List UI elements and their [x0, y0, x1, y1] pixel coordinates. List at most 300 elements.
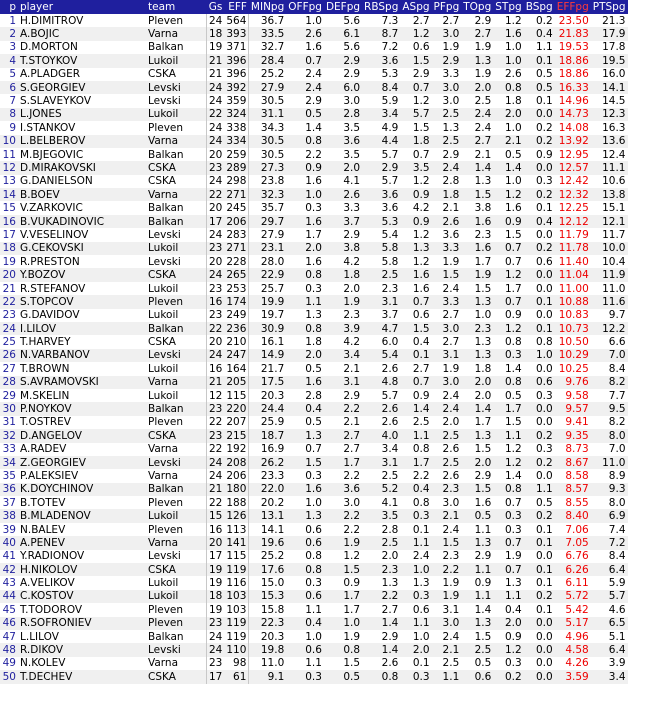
table-row	[0, 309, 628, 322]
cell-topg: 2.4	[474, 121, 492, 134]
column-header-pfpg[interactable]: PFpg	[433, 1, 460, 13]
cell-minpg: 27.3	[260, 161, 285, 174]
cell-rbspg: 5.2	[381, 483, 399, 496]
cell-bspg: 0.0	[536, 670, 553, 683]
cell-team: Levski	[146, 456, 207, 469]
cell-eff: 259	[224, 148, 249, 161]
cell-aspg: 1.2	[412, 95, 430, 108]
cell-minpg: 20.3	[260, 630, 285, 643]
cell-minpg: 26.2	[260, 456, 285, 469]
table-row	[0, 509, 628, 522]
cell-pfpg: 2.5	[442, 429, 460, 442]
cell-p: 27	[2, 362, 16, 375]
cell-team: Pleven	[146, 496, 207, 509]
cell-minpg: 31.1	[260, 108, 285, 121]
cell-aspg: 0.1	[412, 349, 430, 362]
cell-player: T.TODOROV	[20, 603, 83, 616]
cell-defpg: 6.1	[343, 28, 361, 41]
cell-pfpg: 3.0	[442, 28, 460, 41]
cell-pfpg: 2.7	[442, 336, 460, 349]
cell-minpg: 13.1	[260, 510, 285, 523]
cell-gs: 20	[209, 336, 223, 349]
column-header-stpg[interactable]: STpg	[495, 1, 522, 13]
cell-team: Balkan	[146, 483, 207, 496]
table-row	[0, 429, 628, 442]
cell-minpg: 32.3	[260, 188, 285, 201]
table-row	[0, 268, 628, 281]
cell-aspg: 0.3	[412, 670, 430, 683]
cell-ptspg: 3.9	[608, 657, 626, 670]
cell-player: N.KOLEV	[20, 657, 66, 670]
cell-player: A.RADEV	[20, 443, 67, 456]
table-row	[0, 242, 628, 255]
cell-team: Varna	[146, 135, 207, 148]
cell-ofrpg: 2.0	[305, 242, 322, 255]
cell-pfpg: 3.3	[442, 295, 460, 308]
cell-p: 47	[2, 630, 16, 643]
column-header-topg[interactable]: TOpg	[463, 1, 492, 13]
cell-rbspg: 5.4	[381, 349, 399, 362]
cell-p: 22	[2, 295, 16, 308]
cell-p: 24	[2, 322, 16, 335]
column-header-effpg[interactable]: EFFpg	[556, 1, 589, 13]
cell-ptspg: 15.1	[602, 202, 626, 215]
cell-rbspg: 1.4	[381, 617, 399, 630]
cell-bspg: 0.0	[536, 282, 553, 295]
cell-team: Varna	[146, 376, 207, 389]
cell-player: V.ZARKOVIC	[20, 202, 83, 215]
column-header-gs[interactable]: Gs	[208, 1, 223, 13]
cell-ptspg: 12.2	[602, 322, 626, 335]
cell-defpg: 1.5	[343, 657, 361, 670]
cell-defpg: 1.9	[343, 630, 361, 643]
cell-p: 13	[2, 175, 16, 188]
cell-ofrpg: 1.3	[305, 429, 322, 442]
cell-pfpg: 2.4	[442, 630, 460, 643]
cell-topg: 1.6	[474, 496, 492, 509]
cell-ofrpg: 0.8	[305, 322, 322, 335]
cell-gs: 22	[209, 108, 223, 121]
cell-stpg: 1.2	[504, 443, 522, 456]
cell-rbspg: 5.3	[381, 215, 399, 228]
cell-bspg: 0.3	[536, 389, 553, 402]
cell-gs: 23	[209, 617, 223, 630]
cell-eff: 119	[224, 630, 249, 643]
cell-pfpg: 3.0	[442, 95, 460, 108]
cell-p: 45	[2, 603, 16, 616]
cell-effpg: 19.53	[558, 41, 589, 54]
cell-ofrpg: 0.8	[305, 550, 322, 563]
cell-stpg: 0.7	[504, 563, 522, 576]
cell-bspg: 0.4	[536, 28, 553, 41]
cell-topg: 1.7	[474, 416, 492, 429]
cell-defpg: 2.1	[343, 416, 361, 429]
cell-ptspg: 11.6	[602, 295, 626, 308]
cell-gs: 21	[209, 376, 223, 389]
cell-rbspg: 3.5	[381, 510, 399, 523]
cell-ofrpg: 1.6	[305, 483, 322, 496]
cell-pfpg: 2.3	[442, 550, 460, 563]
table-row	[0, 41, 628, 54]
cell-defpg: 2.8	[343, 108, 361, 121]
cell-p: 2	[9, 28, 16, 41]
cell-player: S.AVRAMOVSKI	[20, 376, 99, 389]
cell-minpg: 36.7	[260, 14, 285, 27]
cell-bspg: 0.0	[536, 228, 553, 241]
cell-stpg: 1.2	[504, 644, 522, 657]
cell-ptspg: 11.0	[602, 282, 626, 295]
cell-eff: 115	[224, 389, 249, 402]
cell-p: 5	[9, 68, 16, 81]
cell-minpg: 19.7	[260, 309, 285, 322]
cell-effpg: 4.26	[565, 657, 589, 670]
cell-defpg: 2.9	[343, 389, 361, 402]
table-row	[0, 550, 628, 563]
cell-aspg: 1.2	[412, 228, 430, 241]
column-header-ptspg[interactable]: PTSpg	[592, 1, 626, 13]
cell-topg: 1.1	[474, 590, 492, 603]
cell-defpg: 3.9	[343, 322, 361, 335]
cell-defpg: 3.5	[343, 121, 361, 134]
table-row	[0, 201, 628, 214]
cell-pfpg: 2.1	[442, 202, 460, 215]
cell-bspg: 0.5	[536, 81, 553, 94]
cell-aspg: 0.8	[412, 496, 430, 509]
cell-stpg: 1.0	[504, 175, 522, 188]
cell-team: Pleven	[146, 603, 207, 616]
cell-rbspg: 2.6	[381, 362, 399, 375]
cell-eff: 208	[224, 456, 249, 469]
cell-defpg: 3.3	[343, 202, 361, 215]
cell-ofrpg: 1.6	[305, 215, 322, 228]
cell-ofrpg: 0.3	[305, 282, 322, 295]
cell-eff: 115	[224, 550, 249, 563]
table-row	[0, 228, 628, 241]
cell-aspg: 1.3	[412, 577, 430, 590]
cell-minpg: 23.1	[260, 242, 285, 255]
column-header-eff[interactable]: EFF	[228, 1, 247, 13]
cell-ofrpg: 0.3	[305, 469, 322, 482]
cell-ofrpg: 1.3	[305, 510, 322, 523]
cell-eff: 283	[224, 228, 249, 241]
cell-bspg: 0.2	[536, 14, 553, 27]
table-row	[0, 362, 628, 375]
column-header-bspg[interactable]: BSpg	[525, 1, 553, 13]
cell-topg: 1.3	[474, 617, 492, 630]
cell-ofrpg: 1.3	[305, 309, 322, 322]
table-row	[0, 121, 628, 134]
cell-player: H.DIMITROV	[20, 14, 84, 27]
cell-stpg: 2.0	[504, 108, 522, 121]
cell-effpg: 4.58	[565, 644, 589, 657]
cell-defpg: 2.1	[343, 362, 361, 375]
cell-ofrpg: 1.4	[305, 121, 322, 134]
table-row	[0, 215, 628, 228]
cell-team: Balkan	[146, 148, 207, 161]
cell-player: B.BOEV	[20, 188, 60, 201]
cell-defpg: 0.9	[343, 577, 361, 590]
column-header-p[interactable]: p	[9, 1, 16, 13]
cell-ofrpg: 0.3	[305, 577, 322, 590]
cell-ofrpg: 0.5	[305, 108, 322, 121]
cell-ptspg: 11.1	[602, 161, 626, 174]
cell-minpg: 14.1	[260, 523, 285, 536]
cell-bspg: 0.0	[536, 630, 553, 643]
column-header-rbspg[interactable]: RBSpg	[364, 1, 399, 13]
cell-gs: 20	[209, 255, 223, 268]
cell-stpg: 1.2	[504, 188, 522, 201]
cell-ptspg: 6.6	[608, 336, 626, 349]
cell-stpg: 0.3	[504, 510, 522, 523]
table-row	[0, 456, 628, 469]
cell-gs: 24	[209, 456, 223, 469]
cell-p: 1	[9, 14, 16, 27]
cell-eff: 141	[224, 536, 249, 549]
cell-stpg: 0.9	[504, 630, 522, 643]
cell-pfpg: 3.0	[442, 496, 460, 509]
cell-defpg: 2.2	[343, 523, 361, 536]
table-row	[0, 643, 628, 656]
cell-team: Levski	[146, 228, 207, 241]
cell-minpg: 22.0	[260, 483, 285, 496]
cell-gs: 16	[209, 362, 223, 375]
cell-team: Levski	[146, 349, 207, 362]
cell-aspg: 4.2	[412, 202, 430, 215]
cell-defpg: 3.7	[343, 215, 361, 228]
cell-ofrpg: 2.4	[305, 68, 322, 81]
cell-p: 49	[2, 657, 16, 670]
cell-rbspg: 2.5	[381, 536, 399, 549]
cell-team: Lukoil	[146, 362, 207, 375]
cell-p: 20	[2, 269, 16, 282]
cell-ptspg: 16.3	[602, 121, 626, 134]
cell-effpg: 9.76	[565, 376, 589, 389]
cell-eff: 247	[224, 349, 249, 362]
cell-player: S.SLAVEYKOV	[20, 95, 92, 108]
column-header-aspg[interactable]: ASpg	[402, 1, 430, 13]
cell-minpg: 19.9	[260, 295, 285, 308]
cell-effpg: 9.58	[565, 389, 589, 402]
table-row	[0, 563, 628, 576]
cell-player: B.MLADENOV	[20, 510, 91, 523]
cell-ofrpg: 2.4	[305, 81, 322, 94]
cell-effpg: 7.05	[565, 536, 589, 549]
table-row	[0, 108, 628, 121]
cell-aspg: 0.6	[412, 309, 430, 322]
cell-stpg: 1.6	[504, 202, 522, 215]
cell-player: P.NOYKOV	[20, 403, 72, 416]
cell-topg: 1.7	[474, 255, 492, 268]
cell-player: G.DANIELSON	[20, 175, 93, 188]
cell-team: Lukoil	[146, 590, 207, 603]
cell-bspg: 0.8	[536, 336, 553, 349]
cell-team: CSKA	[146, 563, 207, 576]
cell-minpg: 25.7	[260, 282, 285, 295]
cell-bspg: 0.1	[536, 523, 553, 536]
cell-ofrpg: 0.7	[305, 443, 322, 456]
cell-ofrpg: 0.6	[305, 644, 322, 657]
cell-defpg: 1.7	[343, 456, 361, 469]
table-row	[0, 389, 628, 402]
cell-team: Levski	[146, 643, 207, 656]
cell-stpg: 0.4	[504, 603, 522, 616]
cell-defpg: 1.0	[343, 617, 361, 630]
column-header-ofrpg[interactable]: OFFpg	[288, 1, 322, 13]
cell-pfpg: 1.5	[442, 269, 460, 282]
cell-bspg: 0.0	[536, 403, 553, 416]
cell-team: Balkan	[146, 41, 207, 54]
cell-ofrpg: 0.8	[305, 563, 322, 576]
cell-team: Lukoil	[146, 282, 207, 295]
cell-gs: 16	[209, 295, 223, 308]
cell-p: 26	[2, 349, 16, 362]
cell-eff: 205	[224, 376, 249, 389]
column-header-minpg[interactable]: MINpg	[250, 1, 285, 13]
cell-eff: 359	[224, 94, 249, 107]
table-row	[0, 416, 628, 429]
cell-aspg: 0.7	[412, 148, 430, 161]
cell-effpg: 12.57	[558, 161, 589, 174]
cell-minpg: 20.3	[260, 389, 285, 402]
cell-ptspg: 8.2	[608, 416, 626, 429]
cell-stpg: 1.4	[504, 469, 522, 482]
cell-rbspg: 2.7	[381, 603, 399, 616]
table-row	[0, 443, 628, 456]
cell-p: 9	[9, 121, 16, 134]
cell-minpg: 16.1	[260, 336, 285, 349]
column-header-player[interactable]: player	[20, 1, 54, 13]
column-header-defpg[interactable]: DEFpg	[325, 1, 361, 13]
cell-player: I.LILOV	[20, 322, 57, 335]
cell-team: Lukoil	[146, 54, 207, 67]
cell-gs: 19	[209, 603, 223, 616]
cell-minpg: 22.9	[260, 269, 285, 282]
cell-effpg: 10.83	[558, 309, 589, 322]
cell-eff: 103	[224, 603, 249, 616]
cell-defpg: 1.9	[343, 536, 361, 549]
cell-effpg: 11.79	[558, 228, 589, 241]
cell-player: D.MORTON	[20, 41, 78, 54]
cell-ofrpg: 1.1	[305, 603, 322, 616]
cell-minpg: 25.2	[260, 68, 285, 81]
cell-team: CSKA	[146, 161, 207, 174]
cell-eff: 338	[224, 121, 249, 134]
cell-team: Balkan	[146, 322, 207, 335]
cell-aspg: 2.7	[412, 362, 430, 375]
cell-eff: 116	[224, 576, 249, 589]
cell-defpg: 3.0	[343, 496, 361, 509]
cell-ptspg: 12.1	[602, 215, 626, 228]
cell-ofrpg: 2.6	[305, 28, 322, 41]
cell-pfpg: 2.3	[442, 483, 460, 496]
cell-gs: 19	[209, 577, 223, 590]
cell-effpg: 5.72	[565, 590, 589, 603]
cell-stpg: 1.9	[504, 550, 522, 563]
cell-defpg: 4.2	[343, 255, 361, 268]
table-row	[0, 161, 628, 174]
cell-minpg: 19.8	[260, 644, 285, 657]
cell-p: 36	[2, 483, 16, 496]
cell-pfpg: 2.2	[442, 563, 460, 576]
cell-aspg: 0.4	[412, 336, 430, 349]
cell-gs: 17	[209, 215, 223, 228]
table-row	[0, 282, 628, 295]
cell-player: A.PENEV	[20, 536, 65, 549]
cell-effpg: 13.92	[558, 135, 589, 148]
cell-minpg: 15.0	[260, 577, 285, 590]
cell-pfpg: 3.1	[442, 603, 460, 616]
cell-stpg: 0.8	[504, 81, 522, 94]
cell-stpg: 1.1	[504, 429, 522, 442]
cell-minpg: 32.7	[260, 41, 285, 54]
cell-ptspg: 12.3	[602, 108, 626, 121]
cell-rbspg: 1.3	[381, 577, 399, 590]
cell-bspg: 0.1	[536, 202, 553, 215]
cell-aspg: 0.7	[412, 81, 430, 94]
cell-eff: 98	[224, 657, 249, 670]
cell-pfpg: 3.6	[442, 228, 460, 241]
cell-pfpg: 2.4	[442, 523, 460, 536]
cell-aspg: 2.4	[412, 550, 430, 563]
cell-aspg: 1.5	[412, 121, 430, 134]
cell-ofrpg: 1.1	[305, 295, 322, 308]
cell-ofrpg: 0.3	[305, 670, 322, 683]
table-row	[0, 576, 628, 589]
cell-defpg: 1.8	[343, 269, 361, 282]
cell-stpg: 0.7	[504, 536, 522, 549]
cell-p: 6	[9, 81, 16, 94]
cell-topg: 2.7	[474, 135, 492, 148]
cell-player: T.BROWN	[20, 362, 70, 375]
cell-minpg: 15.3	[260, 590, 285, 603]
cell-rbspg: 2.8	[381, 523, 399, 536]
cell-ptspg: 9.5	[608, 403, 626, 416]
cell-eff: 103	[224, 590, 249, 603]
cell-ptspg: 8.2	[608, 376, 626, 389]
column-header-team[interactable]: team	[148, 1, 176, 13]
cell-topg: 2.0	[474, 389, 492, 402]
cell-topg: 1.9	[474, 41, 492, 54]
cell-team: Balkan	[146, 402, 207, 415]
table-row	[0, 188, 628, 201]
cell-ofrpg: 1.0	[305, 188, 322, 201]
cell-topg: 1.8	[474, 362, 492, 375]
cell-team: Varna	[146, 188, 207, 201]
cell-effpg: 9.41	[565, 416, 589, 429]
cell-ofrpg: 0.3	[305, 202, 322, 215]
cell-rbspg: 6.0	[381, 336, 399, 349]
cell-aspg: 1.1	[412, 617, 430, 630]
cell-topg: 2.0	[474, 456, 492, 469]
cell-ptspg: 6.4	[608, 644, 626, 657]
cell-p: 40	[2, 536, 16, 549]
cell-ptspg: 5.9	[608, 577, 626, 590]
cell-topg: 0.6	[474, 670, 492, 683]
cell-eff: 210	[224, 335, 249, 348]
cell-aspg: 1.5	[412, 322, 430, 335]
cell-topg: 1.3	[474, 336, 492, 349]
cell-eff: 220	[224, 402, 249, 415]
cell-rbspg: 4.0	[381, 429, 399, 442]
cell-topg: 1.3	[474, 54, 492, 67]
cell-eff: 253	[224, 282, 249, 295]
cell-bspg: 0.0	[536, 269, 553, 282]
cell-player: D.ANGELOV	[20, 429, 82, 442]
cell-player: B.TOTEV	[20, 496, 66, 509]
cell-eff: 174	[224, 295, 249, 308]
cell-ptspg: 7.7	[608, 389, 626, 402]
cell-bspg: 0.2	[536, 121, 553, 134]
